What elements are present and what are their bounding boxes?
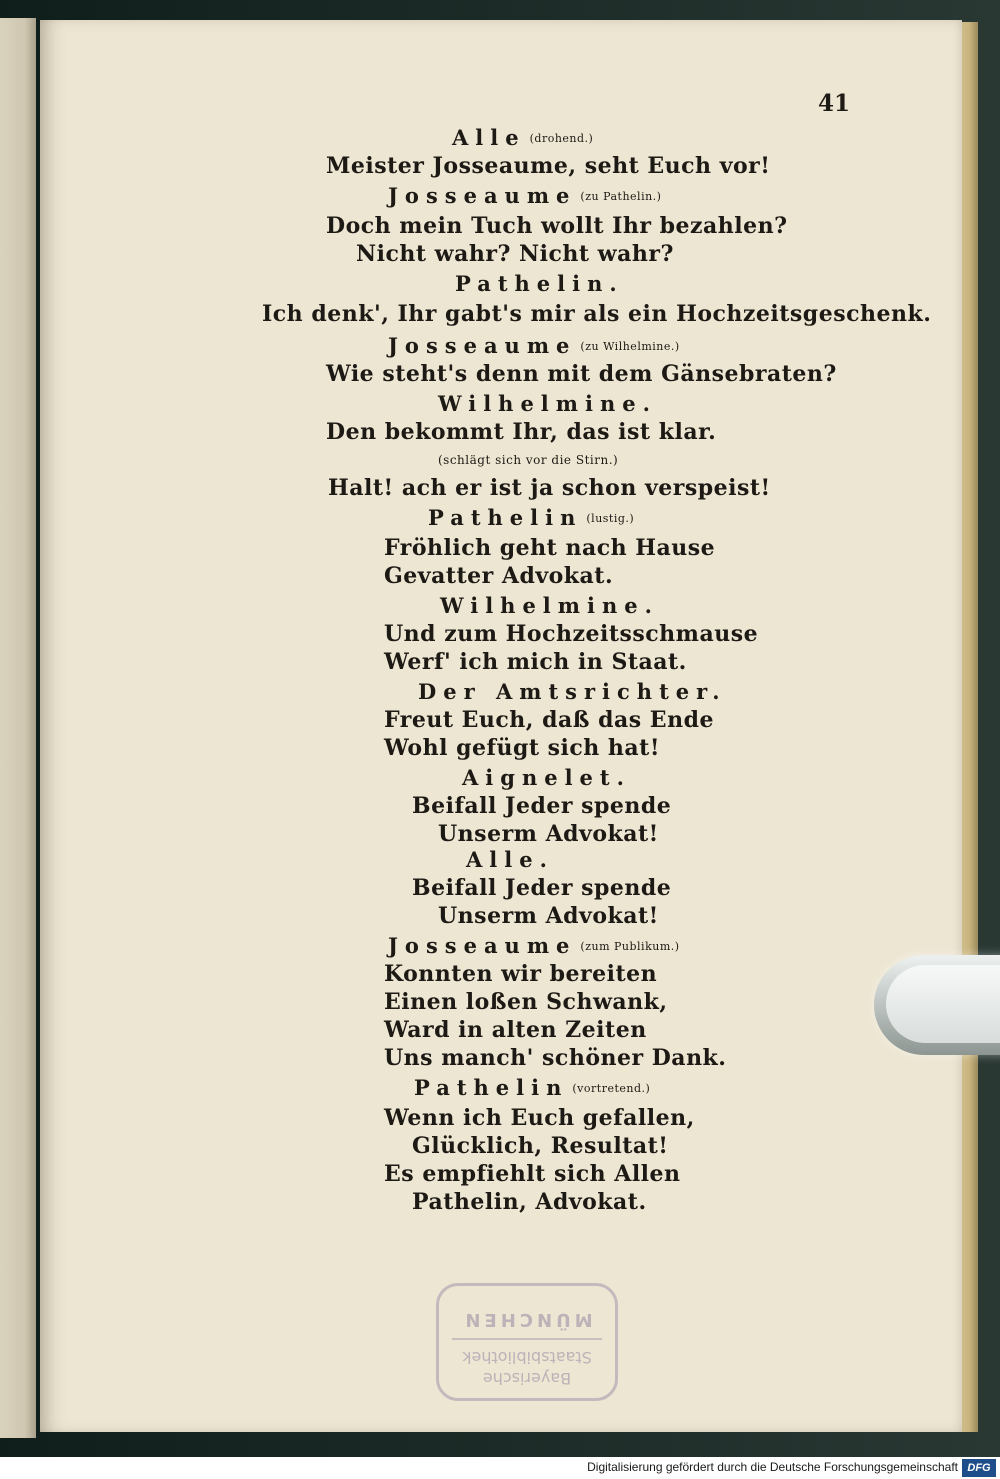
speaker-line: [388, 182, 661, 211]
speaker-line: [428, 504, 634, 533]
speaker-name: Der Amtsrichter.: [418, 679, 727, 704]
speaker-name: Wilhelmine.: [438, 391, 657, 416]
speaker-line: [440, 592, 659, 621]
verse-line: Wohl gefügt sich hat!: [384, 735, 661, 761]
speaker-name: Alle.: [466, 847, 554, 872]
stage-direction: (drohend.): [529, 132, 594, 145]
verse-line: Wie steht's denn mit dem Gänsebraten?: [326, 361, 837, 387]
verse-line: Unserm Advokat!: [438, 903, 659, 929]
verse-line: Doch mein Tuch wollt Ihr bezahlen?: [326, 213, 788, 239]
speaker-line: [388, 332, 680, 361]
stage-direction: (zu Wilhelmine.): [580, 340, 680, 353]
stage-direction: (lustig.): [586, 512, 635, 525]
speaker-name: Pathelin: [414, 1075, 569, 1100]
verse-line: Werf' ich mich in Staat.: [384, 649, 687, 675]
speaker-name: Pathelin: [428, 505, 583, 530]
verse-line: Freut Euch, daß das Ende: [384, 707, 714, 733]
speaker-line: [452, 124, 593, 153]
verse-line: Einen loßen Schwank,: [384, 989, 668, 1015]
speaker-name: Aignelet.: [462, 765, 631, 790]
verse-line: Meister Josseaume, seht Euch vor!: [326, 153, 771, 179]
speaker-name: Pathelin.: [455, 271, 624, 296]
speaker-line: [462, 764, 631, 793]
speaker-name: Alle: [452, 125, 526, 150]
stamp-line-2: Staatsbibliothek: [462, 1348, 592, 1367]
left-page-edge: [0, 18, 36, 1438]
verse-line: Gevatter Advokat.: [384, 563, 614, 589]
verse-line: Ward in alten Zeiten: [384, 1017, 647, 1043]
footer-credit: Digitalisierung gefördert durch die Deutsche Forschungsgemeinschaft: [587, 1460, 958, 1474]
speaker-line: [455, 270, 624, 299]
speaker-line: [414, 1074, 650, 1103]
verse-line: Und zum Hochzeitsschmause: [384, 621, 759, 647]
stamp-line-3: MÜNCHEN: [461, 1309, 593, 1330]
stage-direction-line: (schlägt sich vor die Stirn.): [438, 453, 619, 467]
speaker-name: Josseaume: [388, 933, 577, 958]
stage-direction: (zu Pathelin.): [580, 190, 662, 203]
verse-line: Den bekommt Ihr, das ist klar.: [326, 419, 717, 445]
stage-direction: (vortretend.): [572, 1082, 651, 1095]
speaker-name: Josseaume: [388, 333, 577, 358]
speaker-line: [418, 678, 727, 707]
verse-line: Glücklich, Resultat!: [412, 1133, 669, 1159]
speaker-name: Josseaume: [388, 183, 577, 208]
verse-line: Ich denk', Ihr gabt's mir als ein Hochzeitsgeschenk.: [262, 301, 932, 327]
speaker-line: [388, 932, 680, 961]
verse-line: Fröhlich geht nach Hause: [384, 535, 716, 561]
stamp-line-1: Bayerische: [482, 1369, 572, 1388]
verse-line: Nicht wahr? Nicht wahr?: [356, 241, 674, 267]
speaker-line: [438, 390, 657, 419]
page-number: 41: [817, 90, 850, 117]
verse-line: Uns manch' schöner Dank.: [384, 1045, 727, 1071]
speaker-line: [466, 846, 554, 875]
verse-line: Konnten wir bereiten: [384, 961, 658, 987]
verse-line: Es empfiehlt sich Allen: [384, 1161, 681, 1187]
verse-line: Unserm Advokat!: [438, 821, 659, 847]
footer-bar: [0, 1457, 1000, 1479]
stage-direction: (zum Publikum.): [580, 940, 680, 953]
speaker-name: Wilhelmine.: [440, 593, 659, 618]
verse-line: Pathelin, Advokat.: [412, 1189, 647, 1215]
verse-line: Beifall Jeder spende: [412, 875, 672, 901]
verse-line: Wenn ich Euch gefallen,: [384, 1105, 695, 1131]
library-stamp: [436, 1283, 618, 1401]
verse-line: Beifall Jeder spende: [412, 793, 672, 819]
verse-line: Halt! ach er ist ja schon verspeist!: [328, 475, 771, 501]
scanner-clip-highlight: [886, 965, 1000, 1043]
scanner-clip-glare: [874, 955, 1000, 1055]
dfg-logo-icon: DFG: [962, 1459, 996, 1477]
stamp-divider: [452, 1338, 602, 1340]
